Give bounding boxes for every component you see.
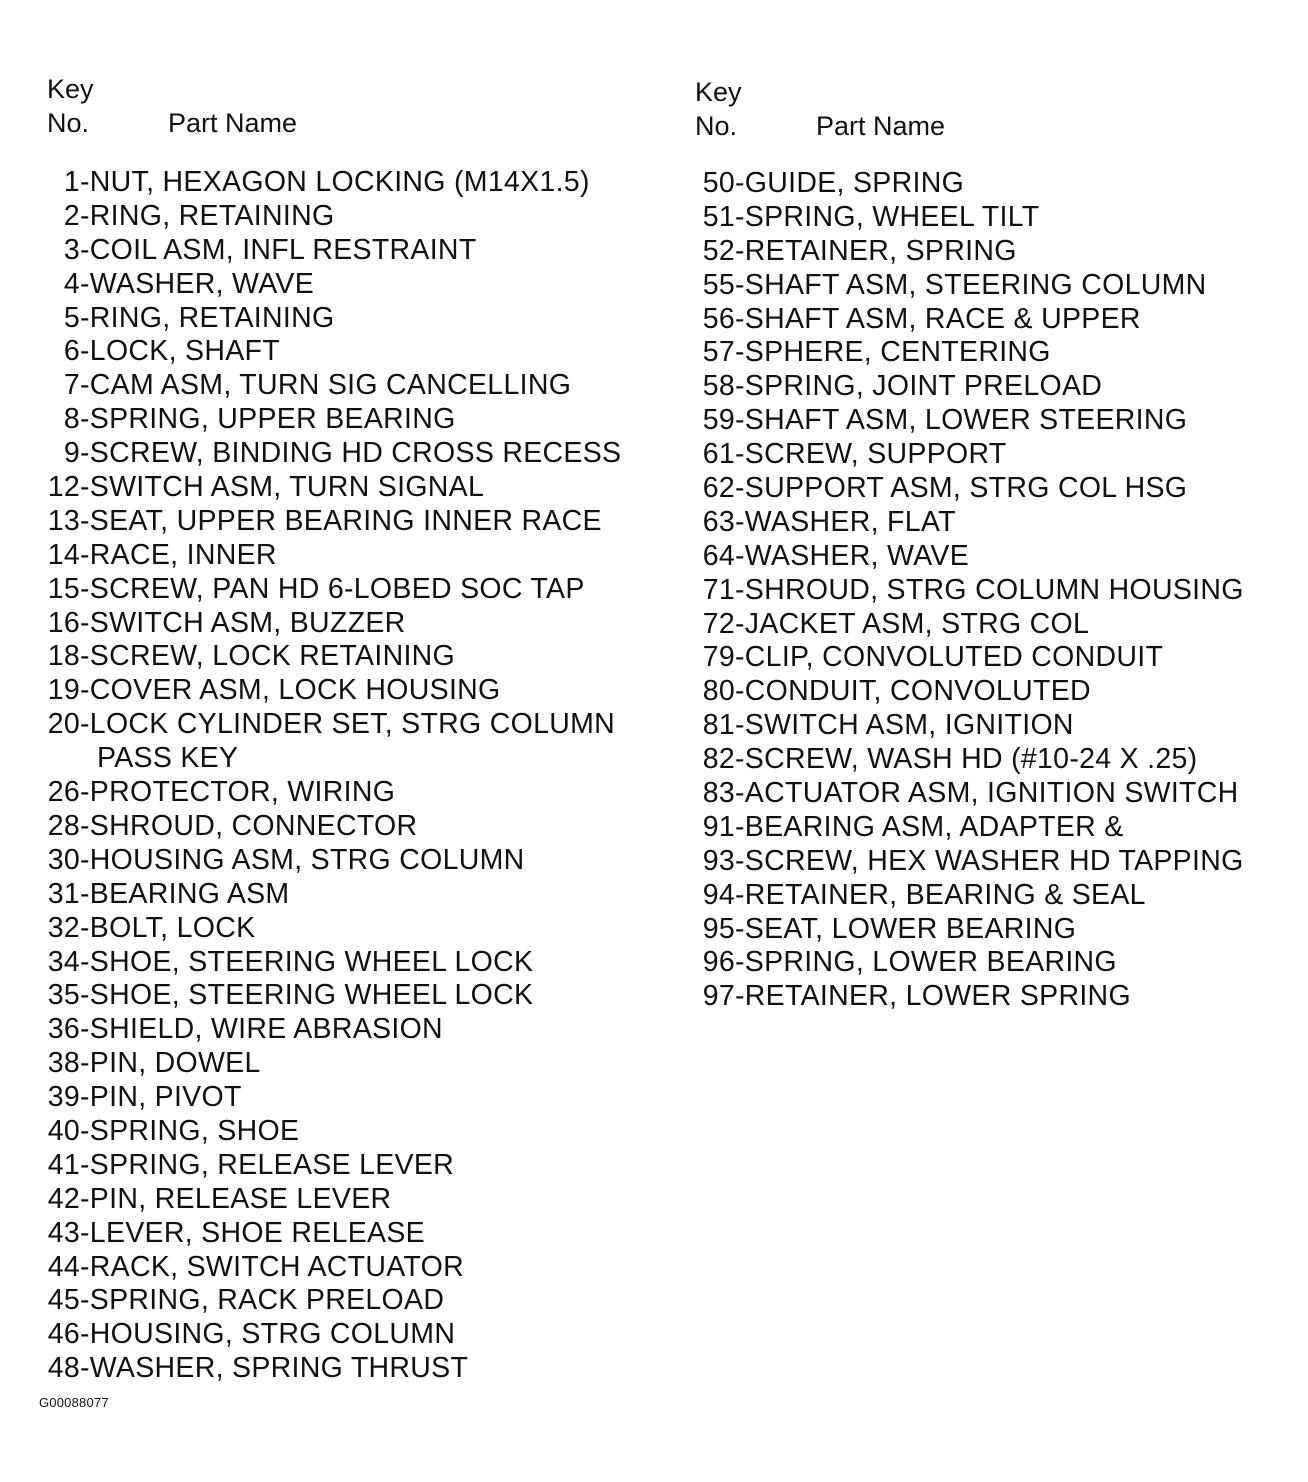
part-name: -COVER ASM, LOCK HOUSING: [80, 674, 501, 707]
part-entry: [0, 573, 655, 607]
part-key-number: 38: [47, 1047, 80, 1080]
part-entry: [655, 370, 1308, 404]
parts-column-right: [655, 0, 1308, 1482]
part-name: -BOLT, LOCK: [80, 911, 256, 944]
part-name: -SCREW, HEX WASHER HD TAPPING: [735, 844, 1244, 877]
part-key-number: 61: [702, 438, 735, 471]
header-part-name: Part Name: [168, 108, 298, 138]
part-name: -SHAFT ASM, RACE & UPPER: [735, 302, 1141, 335]
part-key-number: 40: [47, 1114, 80, 1147]
part-entry: [0, 539, 655, 573]
part-name: -SEAT, LOWER BEARING: [735, 912, 1077, 945]
part-entry: [655, 506, 1308, 540]
part-name: -SPRING, WHEEL TILT: [735, 200, 1040, 233]
part-entry: [0, 369, 655, 403]
part-key-number: 64: [702, 539, 735, 572]
part-key-number: 5: [63, 301, 80, 334]
part-key-number: 55: [702, 268, 735, 301]
part-entry: [655, 879, 1308, 913]
part-entry: [655, 574, 1308, 608]
part-entry: [0, 403, 655, 437]
part-key-number: 14: [47, 538, 80, 571]
part-name: -SHROUD, STRG COLUMN HOUSING: [735, 573, 1244, 606]
part-key-number: 56: [702, 302, 735, 335]
part-name: -RING, RETAINING: [80, 199, 335, 232]
part-key-number: 35: [47, 979, 80, 1012]
part-name: -SCREW, SUPPORT: [735, 438, 1007, 471]
part-name: -RACE, INNER: [80, 538, 277, 571]
part-key-number: 72: [702, 607, 735, 640]
part-entry: [0, 335, 655, 369]
figure-id: G00088077: [39, 1395, 109, 1410]
part-entry: [0, 844, 655, 878]
part-name: -JACKET ASM, STRG COL: [735, 607, 1090, 640]
part-key-number: 57: [702, 336, 735, 369]
part-name: -PROTECTOR, WIRING: [80, 776, 396, 809]
part-entry: [655, 404, 1308, 438]
part-key-number: 36: [47, 1013, 80, 1046]
part-name: -SHAFT ASM, LOWER STEERING: [735, 404, 1188, 437]
part-entry: [0, 471, 655, 505]
part-entry: [655, 303, 1308, 337]
part-entry: [655, 608, 1308, 642]
part-entry: [0, 640, 655, 674]
part-name: -SPRING, JOINT PRELOAD: [735, 370, 1103, 403]
part-key-number: 94: [702, 878, 735, 911]
part-name: -SEAT, UPPER BEARING INNER RACE: [80, 504, 602, 537]
part-name: -HOUSING, STRG COLUMN: [80, 1318, 456, 1351]
part-name: -LOCK CYLINDER SET, STRG COLUMN: [80, 708, 616, 741]
part-key-number: 93: [702, 844, 735, 877]
part-entry: [0, 1318, 655, 1352]
part-entry: [655, 641, 1308, 675]
part-name: -SPRING, RACK PRELOAD: [80, 1284, 445, 1317]
part-key-number: 96: [702, 946, 735, 979]
part-entry: [0, 1352, 655, 1386]
parts-list-left: [0, 166, 655, 1386]
part-key-number: 13: [47, 504, 80, 537]
part-name: -RING, RETAINING: [80, 301, 335, 334]
part-entry: [0, 1115, 655, 1149]
part-name: -PIN, DOWEL: [80, 1047, 261, 1080]
part-key-number: 97: [702, 980, 735, 1013]
part-entry: [0, 1217, 655, 1251]
part-key-number: 16: [47, 606, 80, 639]
part-entry: [0, 1183, 655, 1217]
part-name: -SHOE, STEERING WHEEL LOCK: [80, 945, 534, 978]
part-key-number: 1: [63, 166, 80, 198]
part-key-number: 80: [702, 675, 735, 708]
part-entry: [0, 607, 655, 641]
part-key-number: 91: [702, 810, 735, 843]
part-name: -SPRING, SHOE: [80, 1114, 300, 1147]
part-name: -BEARING ASM: [80, 877, 290, 910]
part-entry: [655, 777, 1308, 811]
part-key-number: 34: [47, 945, 80, 978]
part-key-number: 19: [47, 674, 80, 707]
part-key-number: 50: [702, 167, 735, 199]
part-key-number: 59: [702, 404, 735, 437]
part-key-number: 9: [63, 437, 80, 470]
part-entry: [0, 946, 655, 980]
part-name: -SHROUD, CONNECTOR: [80, 809, 418, 842]
part-name: -SCREW, BINDING HD CROSS RECESS: [80, 437, 622, 470]
part-key-number: 26: [47, 776, 80, 809]
part-name: -WASHER, WAVE: [735, 539, 970, 572]
part-entry: [0, 912, 655, 946]
part-entry: [0, 166, 655, 200]
part-name: -CLIP, CONVOLUTED CONDUIT: [735, 641, 1164, 674]
part-entry: [0, 1081, 655, 1115]
part-name: -BEARING ASM, ADAPTER &: [735, 810, 1124, 843]
part-entry: [655, 743, 1308, 777]
part-key-number: 79: [702, 641, 735, 674]
part-key-number: 39: [47, 1081, 80, 1114]
part-entry: [655, 675, 1308, 709]
part-name: -RACK, SWITCH ACTUATOR: [80, 1250, 464, 1283]
part-entry: [0, 776, 655, 810]
part-name: -SHIELD, WIRE ABRASION: [80, 1013, 443, 1046]
parts-list-right: [655, 167, 1308, 1014]
part-entry: [655, 980, 1308, 1014]
part-entry: [655, 438, 1308, 472]
header-no: No.: [47, 108, 90, 138]
part-key-number: 20: [47, 708, 80, 741]
part-key-number: 8: [63, 403, 80, 436]
part-key-number: 52: [702, 234, 735, 267]
part-entry: [0, 674, 655, 708]
part-key-number: 41: [47, 1148, 80, 1181]
part-key-number: 12: [47, 471, 80, 504]
part-entry: [655, 540, 1308, 574]
part-entry: [0, 302, 655, 336]
part-entry: [655, 336, 1308, 370]
part-key-number: 6: [63, 335, 80, 368]
part-entry: [0, 505, 655, 539]
part-key-number: 3: [63, 233, 80, 266]
part-name: -CAM ASM, TURN SIG CANCELLING: [80, 369, 572, 402]
part-name: -GUIDE, SPRING: [735, 167, 965, 199]
part-name: -PIN, PIVOT: [80, 1081, 242, 1114]
part-key-number: 2: [63, 199, 80, 232]
part-key-number: 4: [63, 267, 80, 300]
part-key-number: 45: [47, 1284, 80, 1317]
part-entry: [0, 1149, 655, 1183]
part-key-number: 62: [702, 472, 735, 505]
part-key-number: 82: [702, 743, 735, 776]
part-name: -SHAFT ASM, STEERING COLUMN: [735, 268, 1207, 301]
part-entry: [655, 269, 1308, 303]
part-entry: [0, 268, 655, 302]
part-entry: [655, 845, 1308, 879]
part-entry: [655, 811, 1308, 845]
part-key-number: 58: [702, 370, 735, 403]
part-entry: [0, 1284, 655, 1318]
part-entry: [655, 235, 1308, 269]
part-entry: [655, 913, 1308, 947]
part-name: -SCREW, LOCK RETAINING: [80, 640, 456, 673]
part-key-number: 95: [702, 912, 735, 945]
part-entry: [655, 709, 1308, 743]
part-name: -SUPPORT ASM, STRG COL HSG: [735, 472, 1188, 505]
part-name-continuation: PASS KEY: [97, 742, 239, 775]
part-name: -PIN, RELEASE LEVER: [80, 1182, 392, 1215]
part-name: -ACTUATOR ASM, IGNITION SWITCH: [735, 777, 1239, 810]
part-name: -RETAINER, SPRING: [735, 234, 1017, 267]
part-key-number: 46: [47, 1318, 80, 1351]
part-entry: [0, 200, 655, 234]
part-key-number: 42: [47, 1182, 80, 1215]
part-entry: [655, 472, 1308, 506]
part-key-number: 44: [47, 1250, 80, 1283]
part-name: -CONDUIT, CONVOLUTED: [735, 675, 1091, 708]
part-key-number: 7: [63, 369, 80, 402]
part-key-number: 51: [702, 200, 735, 233]
part-name: -SPHERE, CENTERING: [735, 336, 1051, 369]
part-name: -SWITCH ASM, TURN SIGNAL: [80, 471, 485, 504]
part-name: -LEVER, SHOE RELEASE: [80, 1216, 425, 1249]
part-entry: [0, 1047, 655, 1081]
part-name: -NUT, HEXAGON LOCKING (M14X1.5): [80, 166, 590, 198]
part-name: -SCREW, PAN HD 6-LOBED SOC TAP: [80, 572, 585, 605]
part-name: -LOCK, SHAFT: [80, 335, 280, 368]
part-entry: [655, 167, 1308, 201]
part-entry: [0, 234, 655, 268]
part-entry: [0, 708, 655, 776]
part-name: -RETAINER, BEARING & SEAL: [735, 878, 1146, 911]
part-name: -SWITCH ASM, IGNITION: [735, 709, 1074, 742]
part-entry: [0, 979, 655, 1013]
part-name: -SPRING, RELEASE LEVER: [80, 1148, 455, 1181]
part-key-number: 18: [47, 640, 80, 673]
part-key-number: 28: [47, 809, 80, 842]
header-key: Key: [47, 74, 94, 104]
part-entry: [0, 437, 655, 471]
part-name: -SPRING, UPPER BEARING: [80, 403, 456, 436]
part-name: -COIL ASM, INFL RESTRAINT: [80, 233, 477, 266]
part-key-number: 81: [702, 709, 735, 742]
part-name: -WASHER, FLAT: [735, 505, 956, 538]
part-entry: [0, 878, 655, 912]
part-entry: [0, 1013, 655, 1047]
part-key-number: 15: [47, 572, 80, 605]
part-key-number: 71: [702, 573, 735, 606]
part-name: -SHOE, STEERING WHEEL LOCK: [80, 979, 534, 1012]
part-key-number: 43: [47, 1216, 80, 1249]
part-name: -WASHER, SPRING THRUST: [80, 1352, 469, 1385]
part-name: -SCREW, WASH HD (#10-24 X .25): [735, 743, 1198, 776]
header-part-name: Part Name: [816, 111, 946, 141]
part-name: -WASHER, WAVE: [80, 267, 315, 300]
header-key: Key: [695, 77, 742, 107]
part-entry: [0, 810, 655, 844]
part-key-number: 48: [47, 1352, 80, 1385]
part-name: -SWITCH ASM, BUZZER: [80, 606, 406, 639]
part-key-number: 30: [47, 843, 80, 876]
part-key-number: 31: [47, 877, 80, 910]
part-name: -HOUSING ASM, STRG COLUMN: [80, 843, 525, 876]
part-entry: [655, 946, 1308, 980]
part-name: -RETAINER, LOWER SPRING: [735, 980, 1131, 1013]
part-entry: [655, 201, 1308, 235]
part-entry: [0, 1251, 655, 1285]
part-key-number: 63: [702, 505, 735, 538]
part-key-number: 32: [47, 911, 80, 944]
header-no: No.: [695, 111, 738, 141]
part-key-number: 83: [702, 777, 735, 810]
part-name: -SPRING, LOWER BEARING: [735, 946, 1117, 979]
